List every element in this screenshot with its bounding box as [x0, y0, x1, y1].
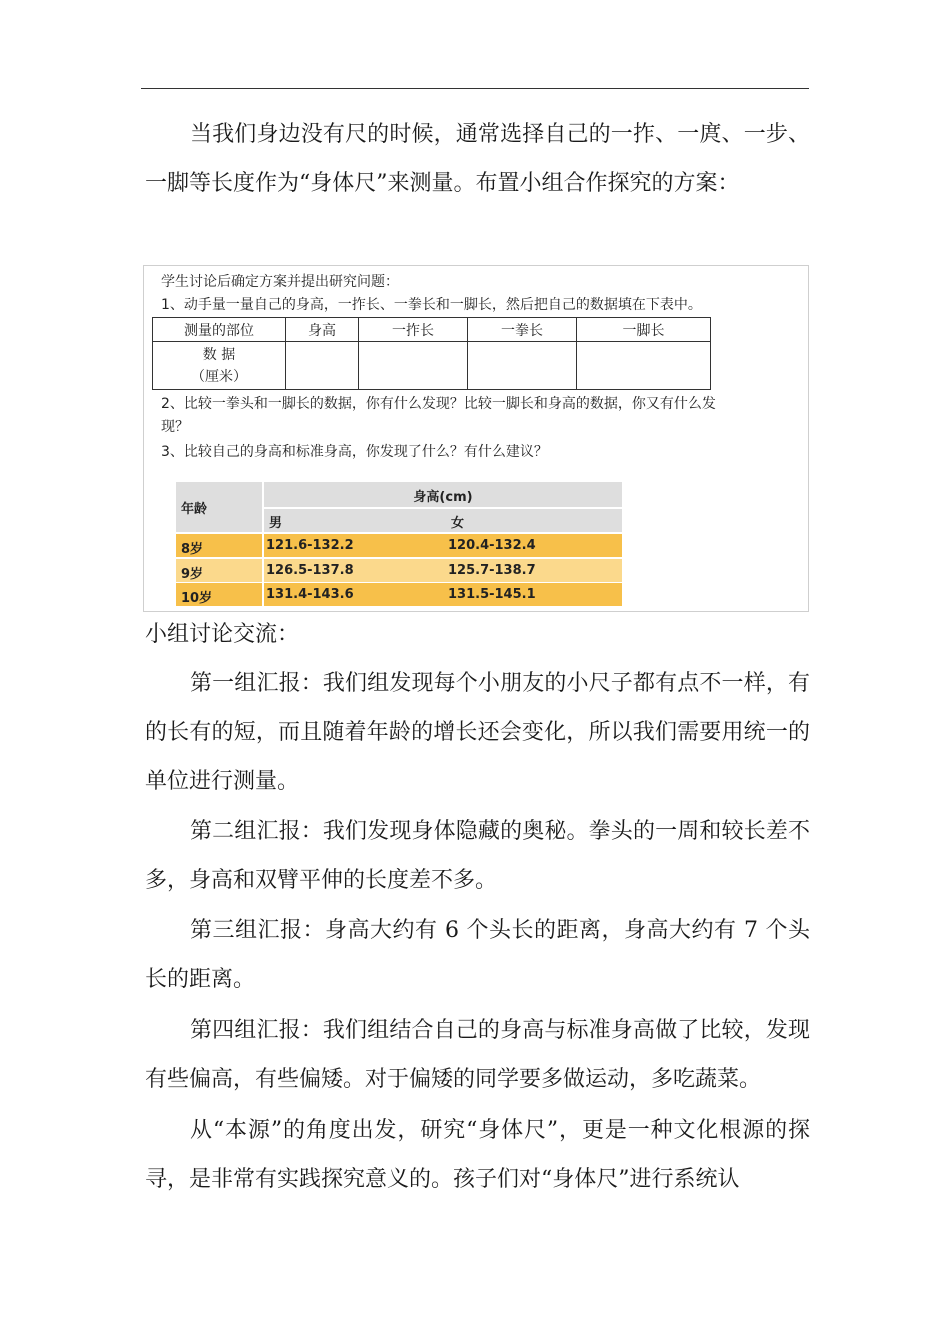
male-range-cell: 121.6-132.2	[266, 538, 354, 553]
header-divider	[264, 507, 622, 509]
row-label-data	[153, 342, 286, 390]
male-range-cell: 126.5-137.8	[266, 563, 354, 578]
cell-height	[286, 342, 359, 390]
header-rule	[141, 88, 809, 89]
male-header: 男	[269, 516, 283, 531]
paragraph-group4: 第四组汇报：我们组结合自己的身高与标准身高做了比较，发现有些偏高，有些偏矮。对于偏矮的同学要多做运动，多吃蔬菜。	[145, 1018, 810, 1092]
column-divider	[262, 482, 264, 606]
col-header-height: 身高	[286, 318, 359, 342]
question-3: 3、比较自己的身高和标准身高，你发现了什么？有什么建议？	[161, 444, 548, 460]
cell-fist	[468, 342, 577, 390]
cell-foot	[577, 342, 711, 390]
standard-height-table	[176, 482, 622, 606]
female-range-cell: 131.5-145.1	[448, 587, 536, 602]
paragraph-group2: 第二组汇报：我们发现身体隐藏的奥秘。拳头的一周和较长差不多，身高和双臂平伸的长度差不多。	[145, 819, 810, 893]
figure-intro: 学生讨论后确定方案并提出研究问题：	[161, 274, 399, 290]
paragraph-group3: 第三组汇报：身高大约有 6 个头长的距离，身高大约有 7 个头长的距离。	[145, 918, 810, 992]
female-header: 女	[451, 516, 465, 531]
col-header-fist: 一拳长	[468, 318, 577, 342]
col-header-part: 测量的部位	[153, 318, 286, 342]
table-row	[176, 559, 622, 582]
female-range-cell: 120.4-132.4	[448, 538, 536, 553]
female-range-cell: 125.7-138.7	[448, 563, 536, 578]
question-1: 1、动手量一量自己的身高，一拃长、一拳长和一脚长，然后把自己的数据填在下表中。	[161, 297, 702, 313]
age-cell: 9岁	[181, 567, 204, 582]
paragraph-conclusion: 从“本源”的角度出发，研究“身体尺”，更是一种文化根源的探寻，是非常有实践探究意义的。孩子们对“身体尺”进行系统认	[145, 1118, 810, 1192]
table-row	[176, 583, 622, 606]
age-cell: 8岁	[181, 542, 204, 557]
height-header: 身高(cm)	[413, 490, 473, 505]
question-2-line1: 2、比较一拳头和一脚长的数据，你有什么发现？比较一脚长和身高的数据，你又有什么发	[161, 396, 716, 412]
row-label-unit: （厘米）	[191, 368, 247, 385]
measurement-table	[152, 317, 711, 390]
paragraph-group1: 第一组汇报：我们组发现每个小朋友的小尺子都有点不一样，有的长有的短，而且随着年龄的增长还会变化，所以我们需要用统一的单位进行测量。	[145, 671, 810, 794]
age-cell: 10岁	[181, 591, 213, 606]
paragraph-intro: 当我们身边没有尺的时候，通常选择自己的一拃、一庹、一步、一脚等长度作为“身体尺”来测量。布置小组合作探究的方案：	[145, 122, 810, 196]
row-label-line1: 数 据	[202, 346, 236, 363]
col-header-span: 一拃长	[359, 318, 468, 342]
male-range-cell: 131.4-143.6	[266, 587, 354, 602]
question-2-line2: 现？	[161, 419, 189, 435]
cell-span	[359, 342, 468, 390]
col-header-foot: 一脚长	[577, 318, 711, 342]
age-header: 年龄	[181, 502, 208, 517]
table-row	[176, 534, 622, 557]
embedded-figure	[143, 265, 809, 612]
paragraph-discussion: 小组讨论交流：	[145, 622, 300, 647]
